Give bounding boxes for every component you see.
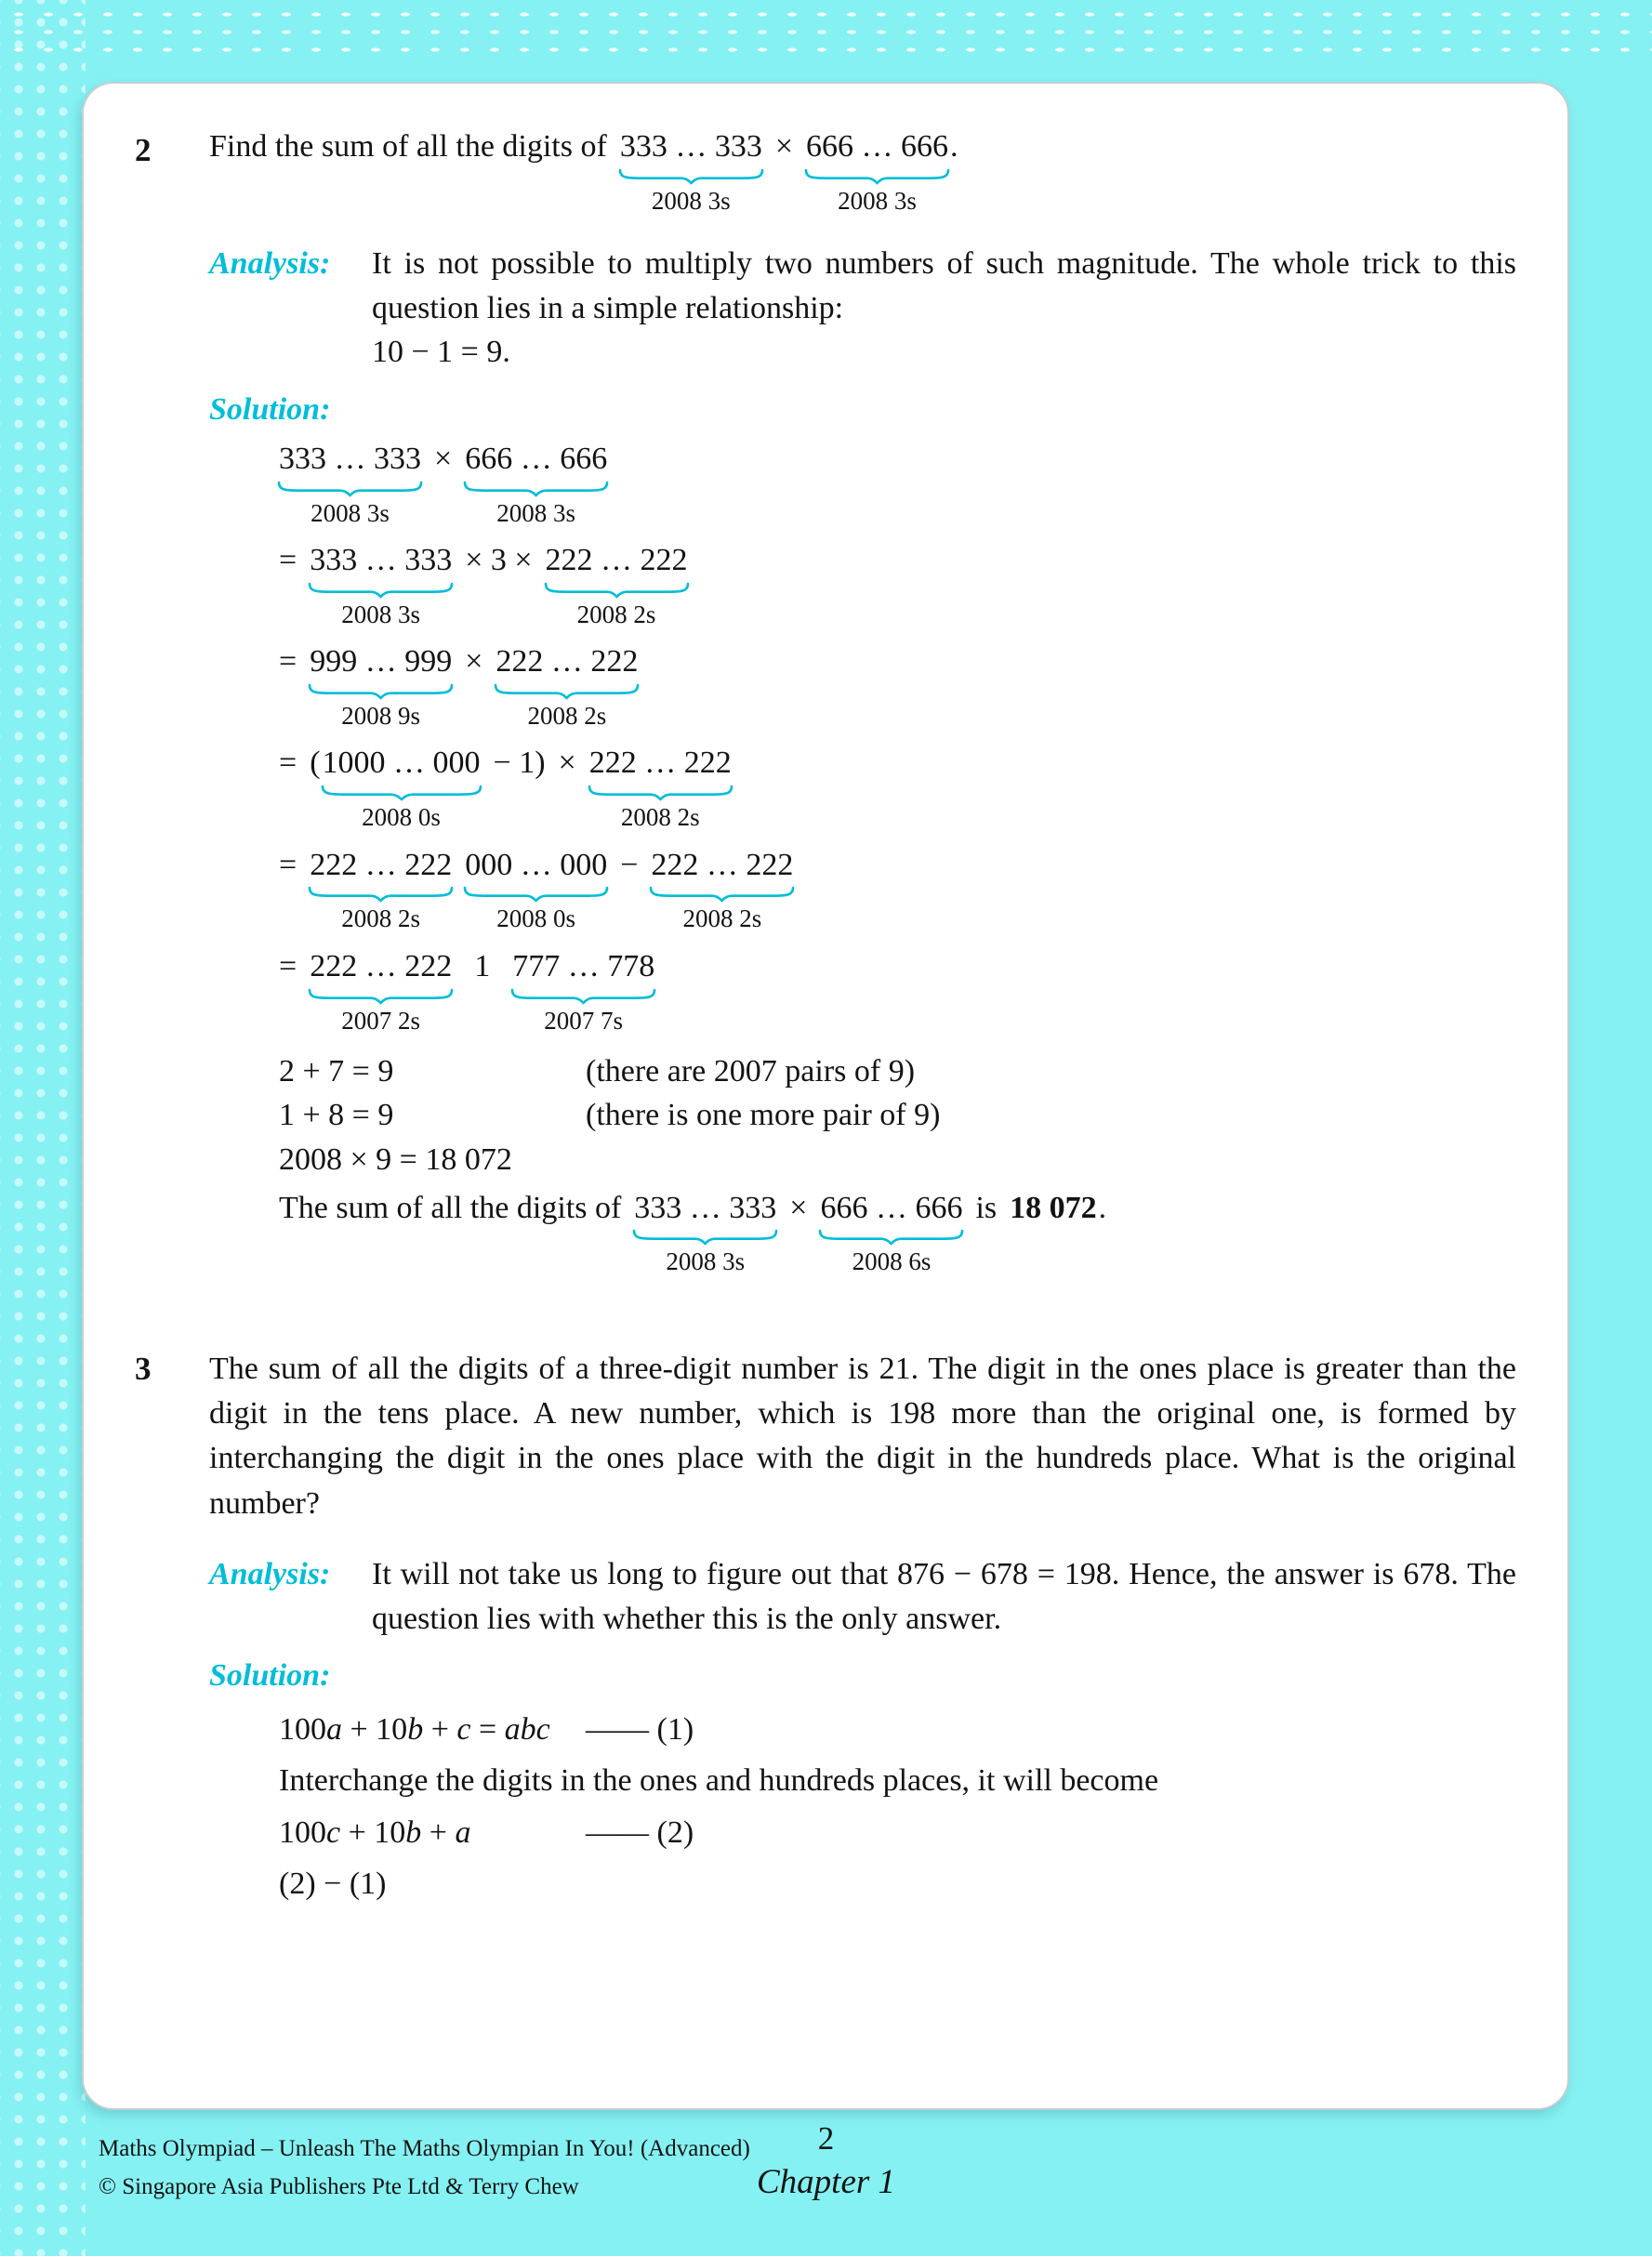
- analysis-paragraph: It is not possible to multiply two numbers of such magnitude. The whole trick to this question lies in a simple relationship:: [372, 246, 1516, 325]
- analysis-text: [372, 242, 1516, 375]
- underbrace-icon: [310, 989, 452, 1003]
- times-operator: ×: [434, 441, 453, 476]
- equals-operator: =: [279, 948, 297, 983]
- total-equation: 2008 × 9 = 18 072: [279, 1142, 512, 1178]
- math-text: =: [470, 1711, 505, 1747]
- problem-3: [135, 1347, 1516, 1912]
- brace-label: 2008 3s: [496, 498, 576, 527]
- math-variable: a: [455, 1814, 471, 1850]
- number-text: 666 … 666: [465, 441, 608, 476]
- final-is: is: [975, 1190, 998, 1225]
- brace-label: 2007 7s: [544, 1006, 624, 1035]
- underbraced-number: [310, 948, 452, 1036]
- minus-operator: −: [620, 847, 639, 882]
- solution-label: Solution:: [209, 1658, 331, 1694]
- footer-center: [0, 2119, 1652, 2203]
- final-period: .: [1098, 1190, 1107, 1225]
- problem-2-body: [209, 128, 1516, 1291]
- times-operator: ×: [558, 745, 576, 781]
- number-text: 333 … 333: [634, 1190, 777, 1225]
- brace-label: 2008 3s: [311, 498, 390, 527]
- underbrace-icon: [310, 887, 452, 901]
- pair-note: (there are 2007 pairs of 9): [586, 1053, 916, 1088]
- pair-note: (there is one more pair of 9): [586, 1098, 941, 1133]
- dot-pattern-left: [0, 0, 86, 2256]
- underbrace-icon: [310, 684, 452, 698]
- underbraced-number: [310, 643, 452, 731]
- math-text: + 10: [342, 1711, 408, 1747]
- equation-tag: —— (2): [586, 1814, 694, 1850]
- final-answer-line: [279, 1190, 1516, 1277]
- problem-3-body: [209, 1347, 1516, 1912]
- brace-label: 2008 2s: [341, 904, 421, 933]
- underbraced-number: [806, 128, 948, 216]
- solution-equation-2: [279, 1810, 1516, 1855]
- footer-book-title: Maths Olympiad – Unleash The Maths Olympian In You! (Advanced): [99, 2136, 750, 2161]
- underbraced-number: [496, 643, 638, 731]
- page-number: 2: [817, 2120, 835, 2157]
- underbrace-icon: [310, 583, 452, 597]
- number-text: 666 … 666: [820, 1190, 963, 1225]
- underbrace-icon: [496, 684, 638, 698]
- analysis-block: [209, 242, 1516, 375]
- final-prefix: The sum of all the digits of: [279, 1190, 622, 1225]
- underbraced-number: [465, 441, 607, 528]
- number-text: 222 … 222: [651, 847, 794, 882]
- chapter-label: Chapter 1: [756, 2163, 896, 2201]
- underbraced-number: [634, 1190, 776, 1277]
- underbraced-number: [651, 847, 793, 934]
- analysis-text: [372, 1552, 1516, 1641]
- brace-label: 2008 2s: [576, 600, 656, 628]
- problem-3-statement: The sum of all the digits of a three-digit number is 21. The digit in the ones place is greater than the digit in the tens place. A new number, which is 198 more than the original one, is formed by interchanging the digit in the ones place with the digit in the hundreds place. What is the original number?: [209, 1351, 1516, 1521]
- math-text: 100: [279, 1711, 326, 1747]
- solution-text-line: Interchange the digits in the ones and hundreds places, it will become: [279, 1763, 1159, 1799]
- underbrace-icon: [634, 1230, 776, 1244]
- pair-line-2: [279, 1093, 1516, 1138]
- pair-equation: 1 + 8 = 9: [279, 1098, 394, 1133]
- math-text: +: [421, 1814, 456, 1850]
- problem-2-statement: [209, 128, 1516, 216]
- math-variable: abc: [504, 1711, 550, 1747]
- underbrace-icon: [620, 169, 762, 183]
- number-text: 333 … 333: [279, 441, 421, 476]
- math-variable: b: [405, 1814, 422, 1850]
- brace-label: 2008 3s: [838, 186, 917, 215]
- pair-line-1: [279, 1049, 1516, 1094]
- underbrace-icon: [512, 989, 654, 1003]
- underbraced-number: [512, 948, 654, 1036]
- underbraced-number: [820, 1190, 962, 1277]
- underbrace-icon: [465, 482, 607, 495]
- equals-operator: =: [279, 847, 297, 882]
- analysis-block: [209, 1552, 1516, 1641]
- underbrace-icon: [279, 482, 421, 495]
- underbrace-icon: [820, 1230, 962, 1244]
- equation-line-4: [279, 745, 1516, 832]
- brace-label: 2008 3s: [341, 600, 421, 628]
- underbraced-number: [310, 847, 452, 934]
- brace-label: 2008 9s: [341, 701, 421, 730]
- underbraced-number: [465, 847, 607, 934]
- number-text: 222 … 222: [496, 644, 639, 679]
- minus-one-paren: − 1): [493, 745, 546, 781]
- math-variable: c: [326, 1814, 341, 1850]
- page-card: [82, 82, 1569, 2110]
- equals-operator: =: [279, 644, 297, 679]
- brace-label: 2008 2s: [620, 803, 700, 832]
- underbrace-icon: [589, 785, 732, 799]
- analysis-paragraph: It will not take us long to figure out that 876 − 678 = 198. Hence, the answer is 678. The question lies with whether this is the only answer.: [372, 1556, 1516, 1636]
- dot-pattern-top: [0, 0, 1652, 61]
- underbrace-icon: [806, 169, 948, 183]
- underbrace-icon: [465, 887, 607, 901]
- solution-block: [279, 1707, 1516, 1906]
- solution-label: Solution:: [209, 391, 331, 427]
- underbrace-icon: [546, 583, 688, 597]
- underbraced-number: [323, 745, 481, 832]
- underbraced-number: [546, 542, 688, 629]
- analysis-equation: 10 − 1 = 9.: [372, 335, 510, 370]
- times-operator: ×: [465, 644, 483, 679]
- underbraced-number: [310, 542, 452, 629]
- times-3-operator: × 3 ×: [465, 542, 533, 577]
- equation-line-1: [279, 441, 1516, 528]
- problem-2-number: 2: [135, 132, 152, 168]
- equals-operator: =: [279, 542, 297, 577]
- number-text: 222 … 222: [588, 745, 732, 781]
- brace-label: 2008 2s: [682, 904, 762, 933]
- brace-label: 2008 0s: [496, 904, 576, 933]
- statement-period: .: [950, 129, 958, 164]
- left-paren: (: [310, 745, 321, 781]
- number-text: 222 … 222: [545, 542, 688, 577]
- equals-operator: =: [279, 745, 297, 781]
- number-text: 222 … 222: [310, 847, 453, 882]
- brace-label: 2008 3s: [651, 186, 731, 215]
- underbrace-icon: [651, 887, 793, 901]
- brace-label: 2008 3s: [666, 1247, 746, 1276]
- underbraced-number: [279, 441, 421, 528]
- times-operator: ×: [789, 1190, 808, 1225]
- math-variable: a: [326, 1711, 342, 1747]
- equation-tag: —— (1): [586, 1711, 694, 1747]
- math-variable: c: [456, 1711, 471, 1747]
- underbrace-icon: [323, 785, 481, 799]
- final-result: 18 072: [1010, 1190, 1097, 1225]
- math-text: + 10: [340, 1814, 406, 1850]
- number-text: 666 … 666: [806, 129, 948, 164]
- brace-label: 2008 0s: [362, 803, 441, 832]
- number-text: 000 … 000: [465, 847, 608, 882]
- problem-2: [135, 128, 1516, 1291]
- math-variable: b: [407, 1711, 424, 1747]
- number-text: 333 … 333: [619, 129, 762, 164]
- pair-equation: 2 + 7 = 9: [279, 1053, 394, 1088]
- equation-line-2: [279, 542, 1516, 629]
- number-text: 333 … 333: [310, 542, 453, 577]
- digit-one: 1: [474, 948, 491, 983]
- brace-label: 2007 2s: [341, 1006, 421, 1035]
- equation-line-6: [279, 948, 1516, 1036]
- number-text: 222 … 222: [310, 948, 453, 983]
- math-text: +: [423, 1711, 457, 1747]
- equation-line-5: [279, 847, 1516, 934]
- footer-copyright: © Singapore Asia Publishers Pte Ltd & Terry Chew: [99, 2173, 579, 2199]
- solution-equation-1: [279, 1707, 1516, 1752]
- times-operator: ×: [774, 129, 793, 164]
- brace-label: 2008 2s: [527, 701, 607, 730]
- number-text: 999 … 999: [310, 644, 453, 679]
- equation: [279, 1707, 586, 1752]
- math-text: 100: [279, 1814, 326, 1850]
- statement-prefix: Find the sum of all the digits of: [209, 129, 607, 164]
- underbraced-number: [620, 128, 762, 216]
- underbraced-number: [589, 745, 732, 832]
- solution-equation-3: (2) − (1): [279, 1866, 387, 1901]
- number-text: 777 … 778: [512, 948, 655, 983]
- equation-line-3: [279, 643, 1516, 731]
- analysis-label: Analysis:: [209, 1556, 331, 1591]
- brace-label: 2008 6s: [852, 1247, 932, 1276]
- solution-block: [279, 441, 1516, 1277]
- problem-3-number: 3: [135, 1350, 152, 1387]
- analysis-label: Analysis:: [209, 246, 331, 282]
- number-text: 1000 … 000: [322, 745, 481, 781]
- equation: [279, 1810, 586, 1855]
